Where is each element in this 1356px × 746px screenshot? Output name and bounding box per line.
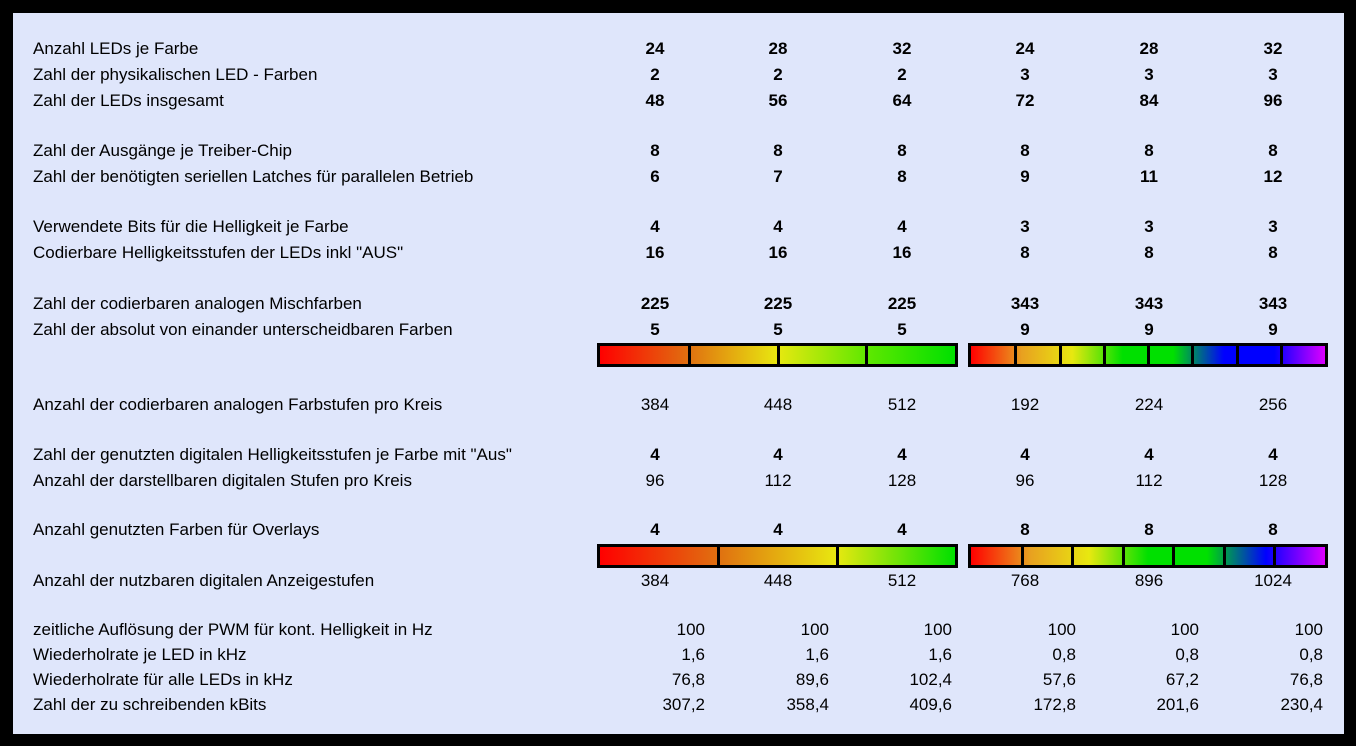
bar-separator	[1236, 346, 1239, 364]
cell-value: 307,2	[662, 695, 705, 714]
cell-value: 56	[768, 91, 788, 110]
cell-value: 96	[1263, 91, 1283, 110]
cell-value: 409,6	[909, 695, 952, 714]
cell-value: 5	[773, 320, 783, 339]
row-label: Zahl der zu schreibenden kBits	[33, 695, 267, 714]
cell-value: 100	[923, 620, 952, 639]
table-sheet	[13, 13, 1344, 734]
cell-value: 48	[645, 91, 665, 110]
cell-value: 225	[763, 294, 793, 313]
cell-value: 768	[1010, 571, 1040, 590]
cell-value: 24	[645, 39, 665, 58]
row-label: Anzahl der codierbaren analogen Farbstufen pro Kreis	[33, 395, 443, 414]
cell-value: 172,8	[1033, 695, 1076, 714]
cell-value: 67,2	[1165, 670, 1199, 689]
color-bar-analog-3color	[968, 343, 1328, 367]
cell-value: 57,6	[1042, 670, 1076, 689]
cell-value: 89,6	[795, 670, 829, 689]
cell-value: 96	[645, 471, 665, 490]
cell-value: 4	[650, 217, 660, 236]
bar-separator	[1191, 346, 1194, 364]
cell-value: 201,6	[1156, 695, 1199, 714]
bar-separator	[1059, 346, 1062, 364]
cell-value: 225	[887, 294, 917, 313]
cell-value: 343	[1134, 294, 1164, 313]
cell-value: 0,8	[1299, 645, 1323, 664]
cell-value: 3	[1268, 217, 1278, 236]
cell-value: 0,8	[1175, 645, 1199, 664]
cell-value: 343	[1010, 294, 1040, 313]
cell-value: 512	[887, 395, 917, 414]
cell-value: 112	[1135, 471, 1163, 490]
row-label: Anzahl LEDs je Farbe	[33, 39, 199, 58]
bar-separator	[836, 547, 839, 565]
color-bar-analog-2color	[597, 343, 958, 367]
cell-value: 8	[650, 141, 660, 160]
cell-value: 12	[1263, 167, 1283, 186]
row-label: Codierbare Helligkeitsstufen der LEDs inkl "AUS"	[33, 243, 404, 262]
cell-value: 5	[650, 320, 660, 339]
cell-value: 24	[1015, 39, 1035, 58]
bar-separator	[1014, 346, 1017, 364]
cell-value: 4	[1144, 445, 1154, 464]
cell-value: 64	[892, 91, 912, 110]
cell-value: 512	[887, 571, 917, 590]
row-label: Zahl der absolut von einander unterscheidbaren Farben	[33, 320, 453, 339]
cell-value: 4	[773, 217, 783, 236]
color-bar-digital-2color	[597, 544, 958, 568]
cell-value: 100	[676, 620, 705, 639]
row-label: Zahl der benötigten seriellen Latches für parallelen Betrieb	[33, 167, 474, 186]
cell-value: 8	[1020, 141, 1030, 160]
cell-value: 384	[640, 395, 670, 414]
cell-value: 4	[1268, 445, 1278, 464]
cell-value: 32	[892, 39, 912, 58]
row-label: Wiederholrate je LED in kHz	[33, 645, 247, 664]
cell-value: 16	[645, 243, 665, 262]
cell-value: 384	[640, 571, 670, 590]
cell-value: 6	[650, 167, 660, 186]
cell-value: 5	[897, 320, 907, 339]
cell-value: 4	[650, 445, 660, 464]
cell-value: 72	[1015, 91, 1035, 110]
cell-value: 8	[773, 141, 783, 160]
cell-value: 84	[1139, 91, 1159, 110]
bar-separator	[777, 346, 780, 364]
cell-value: 9	[1020, 167, 1030, 186]
cell-value: 16	[892, 243, 912, 262]
cell-value: 230,4	[1280, 695, 1323, 714]
cell-value: 896	[1134, 571, 1164, 590]
bar-separator	[717, 547, 720, 565]
cell-value: 224	[1134, 395, 1164, 414]
cell-value: 128	[887, 471, 917, 490]
bar-separator	[1021, 547, 1024, 565]
cell-value: 96	[1015, 471, 1035, 490]
bar-separator	[1103, 346, 1106, 364]
cell-value: 3	[1268, 65, 1278, 84]
row-label: zeitliche Auflösung der PWM für kont. Helligkeit in Hz	[33, 620, 433, 639]
cell-value: 11	[1140, 167, 1158, 186]
cell-value: 4	[897, 445, 907, 464]
bar-separator	[1280, 346, 1283, 364]
cell-value: 8	[1144, 141, 1154, 160]
bar-separator	[1223, 547, 1226, 565]
cell-value: 1,6	[805, 645, 829, 664]
row-label: Zahl der LEDs insgesamt	[33, 91, 224, 110]
row-label: Anzahl der darstellbaren digitalen Stufen pro Kreis	[33, 471, 412, 490]
row-label: Zahl der physikalischen LED - Farben	[33, 65, 318, 84]
row-label: Anzahl genutzten Farben für Overlays	[33, 520, 320, 539]
cell-value: 192	[1010, 395, 1040, 414]
cell-value: 100	[1170, 620, 1199, 639]
cell-value: 100	[800, 620, 829, 639]
cell-value: 1,6	[928, 645, 952, 664]
cell-value: 4	[650, 520, 660, 539]
cell-value: 8	[1144, 243, 1154, 262]
cell-value: 0,8	[1052, 645, 1076, 664]
cell-value: 100	[1047, 620, 1076, 639]
bar-separator	[1172, 547, 1175, 565]
cell-value: 100	[1294, 620, 1323, 639]
cell-value: 8	[1268, 520, 1278, 539]
cell-value: 4	[897, 520, 907, 539]
color-bar-digital-3color	[968, 544, 1328, 568]
cell-value: 128	[1258, 471, 1288, 490]
cell-value: 28	[1139, 39, 1159, 58]
cell-value: 28	[768, 39, 788, 58]
bar-separator	[688, 346, 691, 364]
cell-value: 3	[1144, 65, 1154, 84]
cell-value: 358,4	[786, 695, 829, 714]
cell-value: 8	[897, 167, 907, 186]
cell-value: 225	[640, 294, 670, 313]
bar-separator	[865, 346, 868, 364]
cell-value: 1024	[1254, 571, 1292, 590]
cell-value: 112	[764, 471, 792, 490]
cell-value: 4	[1020, 445, 1030, 464]
cell-value: 16	[768, 243, 788, 262]
bar-separator	[1147, 346, 1150, 364]
cell-value: 8	[1020, 243, 1030, 262]
row-label: Zahl der codierbaren analogen Mischfarben	[33, 294, 362, 313]
cell-value: 8	[1268, 243, 1278, 262]
cell-value: 8	[1144, 520, 1154, 539]
cell-value: 9	[1268, 320, 1278, 339]
cell-value: 4	[897, 217, 907, 236]
bar-separator	[1122, 547, 1125, 565]
cell-value: 3	[1144, 217, 1154, 236]
cell-value: 256	[1258, 395, 1288, 414]
cell-value: 2	[773, 65, 783, 84]
cell-value: 9	[1144, 320, 1154, 339]
row-label: Verwendete Bits für die Helligkeit je Farbe	[33, 217, 349, 236]
cell-value: 9	[1020, 320, 1030, 339]
row-label: Wiederholrate für alle LEDs in kHz	[33, 670, 293, 689]
cell-value: 32	[1263, 39, 1283, 58]
cell-value: 4	[773, 520, 783, 539]
row-label: Anzahl der nutzbaren digitalen Anzeigestufen	[33, 571, 375, 590]
row-label: Zahl der Ausgänge je Treiber-Chip	[33, 141, 292, 160]
cell-value: 8	[1020, 520, 1030, 539]
cell-value: 3	[1020, 65, 1030, 84]
cell-value: 7	[773, 167, 783, 186]
cell-value: 343	[1258, 294, 1288, 313]
bar-separator	[1071, 547, 1074, 565]
cell-value: 1,6	[681, 645, 705, 664]
cell-value: 448	[763, 571, 793, 590]
cell-value: 448	[763, 395, 793, 414]
cell-value: 76,8	[671, 670, 705, 689]
cell-value: 8	[897, 141, 907, 160]
cell-value: 76,8	[1289, 670, 1323, 689]
cell-value: 2	[897, 65, 907, 84]
cell-value: 2	[650, 65, 660, 84]
cell-value: 8	[1268, 141, 1278, 160]
row-label: Zahl der genutzten digitalen Helligkeitsstufen je Farbe mit "Aus"	[33, 445, 512, 464]
cell-value: 102,4	[909, 670, 952, 689]
cell-value: 3	[1020, 217, 1030, 236]
cell-value: 4	[773, 445, 783, 464]
bar-separator	[1273, 547, 1276, 565]
